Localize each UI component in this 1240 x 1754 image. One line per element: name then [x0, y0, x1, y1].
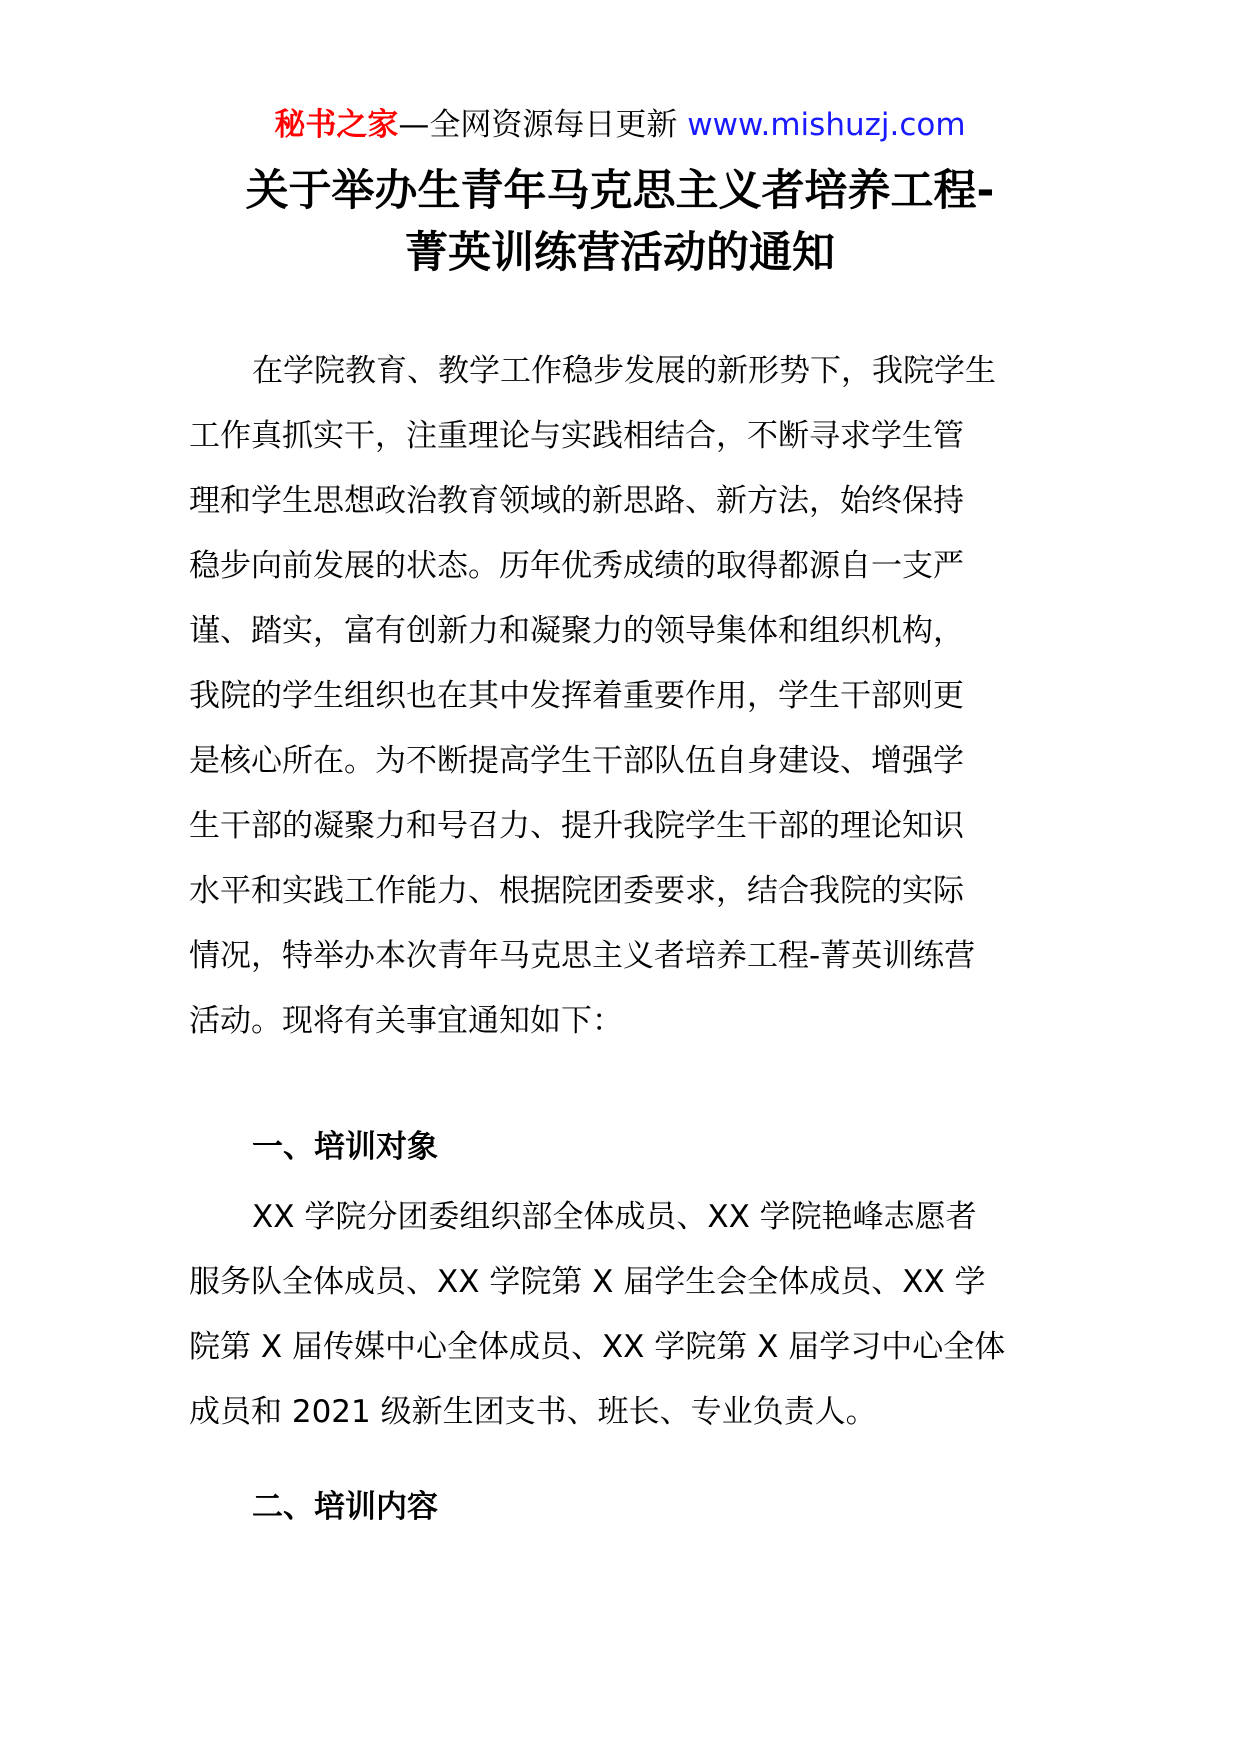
- paragraph-line: 成员和 2021 级新生团支书、班长、专业负责人。: [189, 1394, 877, 1430]
- site-banner: [0, 103, 1240, 147]
- title-line-2: 菁英训练营活动的通知: [405, 228, 835, 278]
- paragraph-line: 谨、踏实，富有创新力和凝聚力的领导集体和组织机构，: [189, 613, 964, 649]
- section-heading-1: 一、培训对象: [252, 1129, 438, 1165]
- section-heading-2: 二、培训内容: [252, 1489, 438, 1525]
- paragraph-line: 稳步向前发展的状态。历年优秀成绩的取得都源自一支严: [189, 548, 964, 584]
- paragraph-line: 服务队全体成员、XX 学院第 X 届学生会全体成员、XX 学: [189, 1264, 986, 1300]
- paragraph-line: 理和学生思想政治教育领域的新思路、新方法，始终保持: [189, 483, 964, 519]
- section-1-paragraph: [189, 1185, 1059, 1445]
- paragraph-line: 水平和实践工作能力、根据院团委要求，结合我院的实际: [189, 873, 964, 909]
- site-url-link[interactable]: www.mishuzj.com: [687, 107, 966, 143]
- paragraph-line: 院第 X 届传媒中心全体成员、XX 学院第 X 届学习中心全体: [189, 1329, 1006, 1365]
- paragraph-line: 生干部的凝聚力和号召力、提升我院学生干部的理论知识: [189, 808, 964, 844]
- paragraph-line: 我院的学生组织也在其中发挥着重要作用，学生干部则更: [189, 678, 964, 714]
- title-line-1: 关于举办生青年马克思主义者培养工程-: [245, 166, 995, 216]
- document-title: [150, 160, 1090, 284]
- site-brand: 秘书之家: [274, 107, 399, 143]
- paragraph-line: 活动。现将有关事宜通知如下：: [189, 1003, 623, 1039]
- paragraph-line: 情况，特举办本次青年马克思主义者培养工程-菁英训练营: [189, 938, 976, 974]
- paragraph-line: 是核心所在。为不断提高学生干部队伍自身建设、增强学: [189, 743, 964, 779]
- paragraph-line: 工作真抓实干，注重理论与实践相结合，不断寻求学生管: [189, 418, 964, 454]
- paragraph-line: 在学院教育、教学工作稳步发展的新形势下，我院学生: [252, 353, 996, 389]
- paragraph-line: XX 学院分团委组织部全体成员、XX 学院艳峰志愿者: [252, 1199, 977, 1235]
- site-tagline: —全网资源每日更新: [398, 107, 678, 143]
- intro-paragraph: [189, 339, 1059, 1054]
